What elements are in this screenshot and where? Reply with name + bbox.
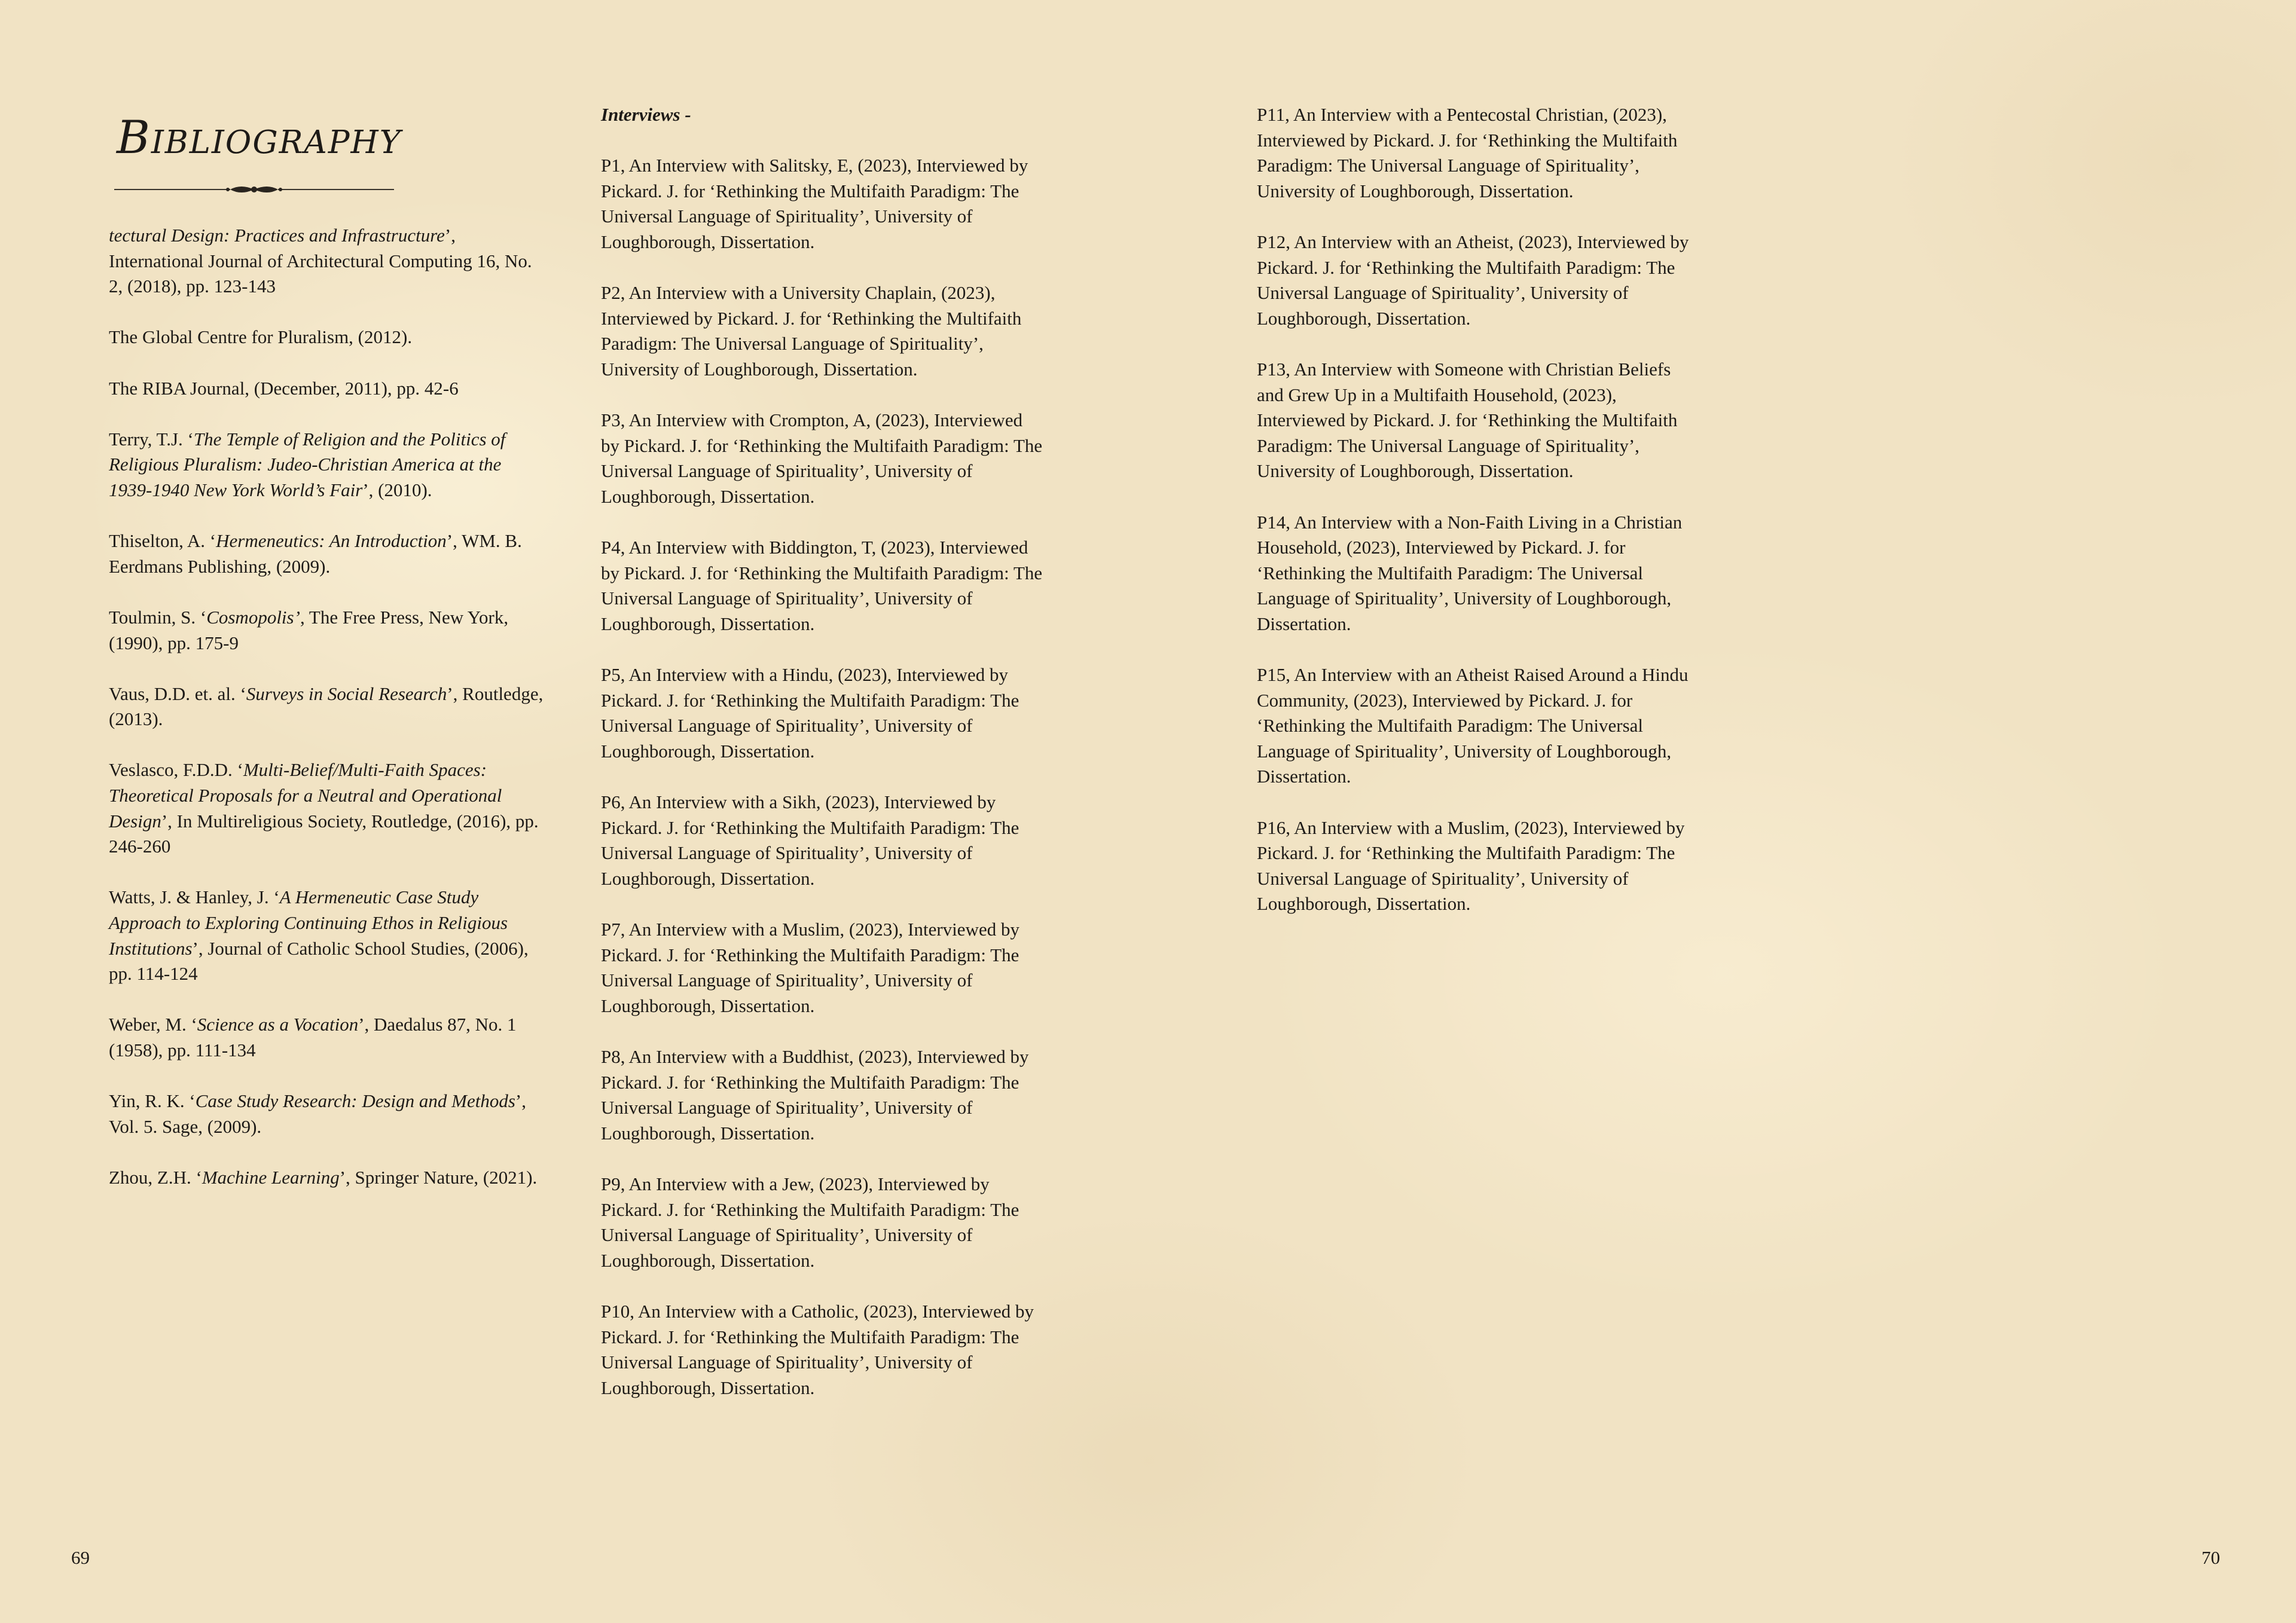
entry-title-italic: Hermeneutics: An Introduction: [216, 530, 447, 552]
interview-entry: P1, An Interview with Salitsky, E, (2023), Interviewed by Pickard. J. for ‘Rethinking the Multifaith Paradigm: The Universal Language of Spirituality’, University of Loughborough, Dissertation.: [601, 155, 1028, 252]
page-title: Bibliography: [117, 111, 402, 164]
entry-text: ’, (2010).: [362, 479, 432, 500]
bibliography-column: [109, 223, 548, 1216]
page-number-right: 70: [2202, 1547, 2220, 1568]
entry-text: Zhou, Z.H. ‘: [109, 1166, 202, 1188]
bibliography-entry: [109, 757, 548, 859]
bibliography-entry: [109, 885, 548, 986]
entry-text: , The Free Press, New York, (1990), pp. 175-9: [109, 606, 509, 653]
entry-text: Watts, J. & Hanley, J. ‘: [109, 887, 280, 908]
interview-entry: P15, An Interview with an Atheist Raised Around a Hindu Community, (2023), Interviewed by Pickard. J. for ‘Rethinking the Multifaith Paradigm: The Universal Language of Spirituality’, University of Loughborough, Dissertation.: [1257, 664, 1689, 787]
bibliography-entry: [109, 528, 548, 579]
interview-entry: P14, An Interview with a Non-Faith Living in a Christian Household, (2023), Interviewed by Pickard. J. for ‘Rethinking the Multifaith Paradigm: The Universal Language of Spirituality’, University of Loughborough, Dissertation.: [1257, 511, 1683, 634]
interviews-column-left: [601, 102, 1043, 1426]
title-ornament-divider: [111, 182, 398, 197]
interviews-heading: Interviews -: [601, 104, 691, 125]
interview-entry: P9, An Interview with a Jew, (2023), Interviewed by Pickard. J. for ‘Rethinking the Multifaith Paradigm: The Universal Language of Spirituality’, University of Loughborough, Dissertation.: [601, 1173, 1019, 1271]
entry-text: ’, Vol. 5. Sage, (2009).: [109, 1090, 526, 1137]
bibliography-entry: [109, 1012, 548, 1063]
interview-entry: P10, An Interview with a Catholic, (2023), Interviewed by Pickard. J. for ‘Rethinking the Multifaith Paradigm: The Universal Language of Spirituality’, University of Loughborough, Dissertation.: [601, 1300, 1034, 1398]
interview-entry: P16, An Interview with a Muslim, (2023), Interviewed by Pickard. J. for ‘Rethinking the Multifaith Paradigm: The Universal Language of Spirituality’, University of Loughborough, Dissertation.: [1257, 817, 1685, 915]
entry-text: Weber, M. ‘: [109, 1014, 197, 1035]
entry-title-italic: Case Study Research: Design and Methods: [195, 1090, 515, 1112]
interview-entry: P7, An Interview with a Muslim, (2023), Interviewed by Pickard. J. for ‘Rethinking the Multifaith Paradigm: The Universal Language of Spirituality’, University of Loughborough, Dissertation.: [601, 919, 1019, 1016]
entry-title-italic: Science as a Vocation: [197, 1014, 359, 1035]
entry-title-italic: Multi-Belief/Multi-Faith Spaces: Theoretical Proposals for a Neutral and Operational Design: [109, 759, 502, 832]
entry-text: Thiselton, A. ‘: [109, 530, 216, 552]
entry-text: ’, Journal of Catholic School Studies, (2006), pp. 114-124: [109, 937, 529, 985]
interview-entry: P5, An Interview with a Hindu, (2023), Interviewed by Pickard. J. for ‘Rethinking the Multifaith Paradigm: The Universal Language of Spirituality’, University of Loughborough, Dissertation.: [601, 664, 1019, 762]
bibliography-entry: [109, 1089, 548, 1139]
entry-text: The RIBA Journal, (December, 2011), pp. 42-6: [109, 377, 459, 399]
bibliography-entry: [109, 223, 548, 299]
page-number-left: 69: [71, 1547, 90, 1568]
entry-text: Toulmin, S. ‘: [109, 606, 207, 628]
interview-entry: P12, An Interview with an Atheist, (2023), Interviewed by Pickard. J. for ‘Rethinking the Multifaith Paradigm: The Universal Language of Spirituality’, University of Loughborough, Dissertation.: [1257, 231, 1689, 329]
entry-text: ’, International Journal of Architectural Computing 16, No. 2, (2018), pp. 123-143: [109, 225, 532, 297]
interview-entry: P6, An Interview with a Sikh, (2023), Interviewed by Pickard. J. for ‘Rethinking the Multifaith Paradigm: The Universal Language of Spirituality’, University of Loughborough, Dissertation.: [601, 791, 1019, 889]
entry-title-italic: tectural Design: Practices and Infrastructure: [109, 225, 445, 246]
entry-title-italic: Surveys in Social Research: [246, 683, 447, 704]
interview-entry: P2, An Interview with a University Chaplain, (2023), Interviewed by Pickard. J. for ‘Rethinking the Multifaith Paradigm: The Universal Language of Spirituality’, University of Loughborough, Dissertation.: [601, 282, 1022, 380]
entry-text: The Global Centre for Pluralism, (2012).: [109, 326, 413, 348]
entry-title-italic: Machine Learning: [201, 1166, 340, 1188]
entry-text: Vaus, D.D. et. al. ‘: [109, 683, 246, 704]
entry-text: ’, Routledge, (2013).: [109, 683, 544, 730]
bibliography-entry: [109, 427, 548, 503]
interview-entry: P13, An Interview with Someone with Christian Beliefs and Grew Up in a Multifaith Household, (2023), Interviewed by Pickard. J. for ‘Rethinking the Multifaith Paradigm: The Universal Language of Spirituality’, University of Loughborough, Dissertation.: [1257, 358, 1678, 482]
entry-text: ’, Springer Nature, (2021).: [339, 1166, 538, 1188]
entry-text: ’, Daedalus 87, No. 1 (1958), pp. 111-134: [109, 1014, 517, 1060]
bibliography-entry: [109, 605, 548, 656]
entry-title-italic: The Temple of Religion and the Politics of Religious Pluralism: Judeo-Christian America at the 1939-1940 New York World’s Fair: [109, 428, 506, 500]
interview-entry: P11, An Interview with a Pentecostal Christian, (2023), Interviewed by Pickard. J. for ‘Rethinking the Multifaith Paradigm: The Universal Language of Spirituality’, University of Loughborough, Dissertation.: [1257, 104, 1678, 201]
entry-text: Veslasco, F.D.D. ‘: [109, 759, 243, 781]
bibliography-entry: [109, 376, 548, 402]
entry-title-italic: Cosmopolis’: [206, 606, 300, 628]
interviews-list-left: [601, 153, 1043, 1401]
interview-entry: P8, An Interview with a Buddhist, (2023), Interviewed by Pickard. J. for ‘Rethinking the Multifaith Paradigm: The Universal Language of Spirituality’, University of Loughborough, Dissertation.: [601, 1046, 1029, 1144]
entry-text: Terry, T.J. ‘: [109, 428, 194, 450]
bibliography-entry: [109, 681, 548, 732]
title-block: [111, 111, 402, 200]
bibliography-entry: [109, 325, 548, 350]
interviews-column-right: [1257, 102, 1699, 943]
entry-text: ’, In Multireligious Society, Routledge, (2016), pp. 246-260: [109, 810, 539, 857]
entry-text: ’, WM. B. Eerdmans Publishing, (2009).: [109, 530, 522, 577]
interview-entry: P4, An Interview with Biddington, T, (2023), Interviewed by Pickard. J. for ‘Rethinking the Multifaith Paradigm: The Universal Language of Spirituality’, University of Loughborough, Dissertation.: [601, 537, 1043, 634]
entry-title-italic: A Hermeneutic Case Study Approach to Exploring Continuing Ethos in Religious Institutions: [109, 887, 508, 959]
interview-entry: P3, An Interview with Crompton, A, (2023), Interviewed by Pickard. J. for ‘Rethinking the Multifaith Paradigm: The Universal Language of Spirituality’, University of Loughborough, Dissertation.: [601, 409, 1043, 507]
bibliography-entry: [109, 1165, 548, 1191]
entry-text: Yin, R. K. ‘: [109, 1090, 196, 1112]
